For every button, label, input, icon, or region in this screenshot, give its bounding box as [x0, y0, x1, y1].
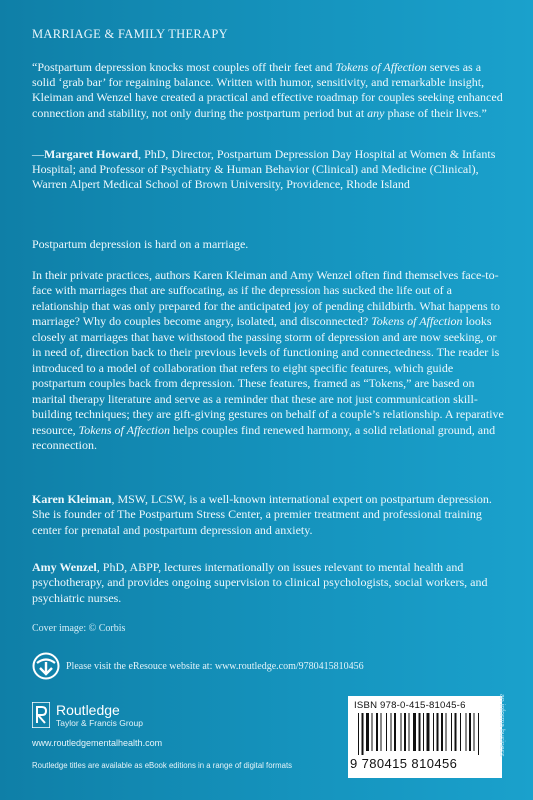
barcode-bar [446, 713, 447, 751]
barcode-bar [394, 713, 396, 751]
cover-credit: Cover image: © Corbis [32, 623, 126, 634]
barcode-bar [386, 713, 387, 751]
endorsement-quote [32, 60, 504, 121]
quote-text: serves as a solid ‘grab bar’ for regaining balance. Written with humor, sensitivity, and remarkable insight, Kleiman and Wenzel have created a practical and effective roadmap for couples seeking enhanced connection and stability, not only during the postpartum period but at [32, 60, 503, 120]
barcode-bar [478, 713, 479, 755]
barcode-bar [404, 713, 406, 751]
barcode-bar [366, 713, 369, 751]
isbn-label: ISBN 978-0-415-81045-6 [354, 700, 466, 711]
lead-sentence: Postpartum depression is hard on a marriage. [32, 237, 249, 251]
website-note: Please visit the eResouce website at: www.routledge.com/9780415810456 [66, 660, 364, 672]
category-label: MARRIAGE & FAMILY THERAPY [32, 27, 228, 41]
description-text: In their private practices, authors Karen Kleiman and Amy Wenzel often find themselves face-to-face with marriages that are suffocating, as if the depression has sucked the life out of a relationship that was only prepared for the anticipated joy of pending childbirth. What happens to marriage? Why do couples become angry, isolated, and disconnected? [32, 268, 500, 329]
isbn-barcode [348, 696, 502, 778]
endorser-details: , PhD, Director, Postpartum Depression Day Hospital at Women & Infants Hospital; and Professor of Psychiatry & Human Behavior (Clinical) and Medicine (Clinical), Warren Alpert Medical School of Brown University, Providence, Rhode Island [32, 147, 496, 192]
publisher-url: www.routledgementalhealth.com [32, 738, 163, 748]
publisher-group: Taylor & Francis Group [56, 717, 143, 728]
author-bio-text: , PhD, ABPP, lectures internationally on issues relevant to mental health and psychotherapy, and provides ongoing supervision to clinical psychologists, social workers, and psychiatric nurses. [32, 560, 488, 605]
barcode-bars [354, 713, 496, 755]
barcode-bar [381, 713, 382, 751]
quote-emphasis: any [367, 105, 385, 120]
barcode-bar [466, 713, 467, 751]
barcode-bar [437, 713, 439, 751]
description-book-title: Tokens of Affection [371, 314, 463, 329]
barcode-bar [469, 713, 471, 751]
barcode-bar [423, 713, 424, 751]
author-bio-text: , MSW, LCSW, is a well-known international expert on postpartum depression. She is founder of The Postpartum Stress Center, a premier treatment and professional training center for prenatal and postpartum depression and anxiety. [32, 492, 492, 537]
barcode-bar [413, 713, 416, 751]
barcode-bar [358, 713, 359, 755]
barcode-bar [362, 713, 364, 755]
author-name: Karen Kleiman [32, 492, 112, 506]
barcode-bar [474, 713, 475, 751]
barcode-bar [451, 713, 452, 751]
publisher-name: Routledge [56, 701, 120, 718]
endorsement-attribution [32, 147, 504, 193]
quote-book-title: Tokens of Affection [335, 60, 427, 74]
barcode-bar [372, 713, 373, 751]
description-text: helps couples find renewed harmony, a solid relational ground, and reconnection. [32, 422, 496, 452]
publisher-logo [32, 702, 143, 728]
barcode-bar [419, 713, 421, 751]
description-book-title: Tokens of Affection [78, 422, 170, 437]
endorser-name: Margaret Howard [44, 147, 139, 161]
barcode-bar [376, 713, 378, 751]
barcode-bar [401, 713, 402, 751]
description-text: looks closely at marriages that have withstood the passing storm of depression and are now seeking, or in need of, direction back to their previous levels of functioning and connectedness. The reader is introduced to a model of collaboration that refers to eight specific features, which guide postpartum couples back from depression. These features, framed as “Tokens,” are based on marital therapy literature and serve as a reminder that these are not just communication skill-building techniques; they are gift-giving gestures on behalf of a couple’s relationship. A reparative resource, [32, 314, 504, 437]
barcode-digits: 9 780415 810456 [350, 756, 458, 771]
barcode-bar [427, 713, 430, 751]
author-bio-kleiman [32, 492, 507, 538]
description-paragraph [32, 268, 507, 453]
barcode-bar [441, 713, 443, 751]
side-tagline: an informa business [498, 694, 505, 757]
websupport-icon [32, 652, 60, 680]
barcode-bar [433, 713, 434, 751]
barcode-bar [460, 713, 461, 751]
barcode-bar [409, 713, 410, 751]
author-bio-wenzel [32, 560, 507, 606]
quote-text: “Postpartum depression knocks most couples off their feet and [32, 60, 336, 74]
quote-text: phase of their lives.” [384, 105, 487, 120]
website-note-row [32, 651, 364, 681]
routledge-r-icon [32, 702, 50, 728]
barcode-bar [455, 713, 457, 751]
attribution-dash: — [32, 147, 44, 161]
ebook-note: Routledge titles are available as eBook editions in a range of digital formats [32, 761, 293, 770]
barcode-bar [391, 713, 392, 751]
author-name: Amy Wenzel [32, 560, 97, 574]
